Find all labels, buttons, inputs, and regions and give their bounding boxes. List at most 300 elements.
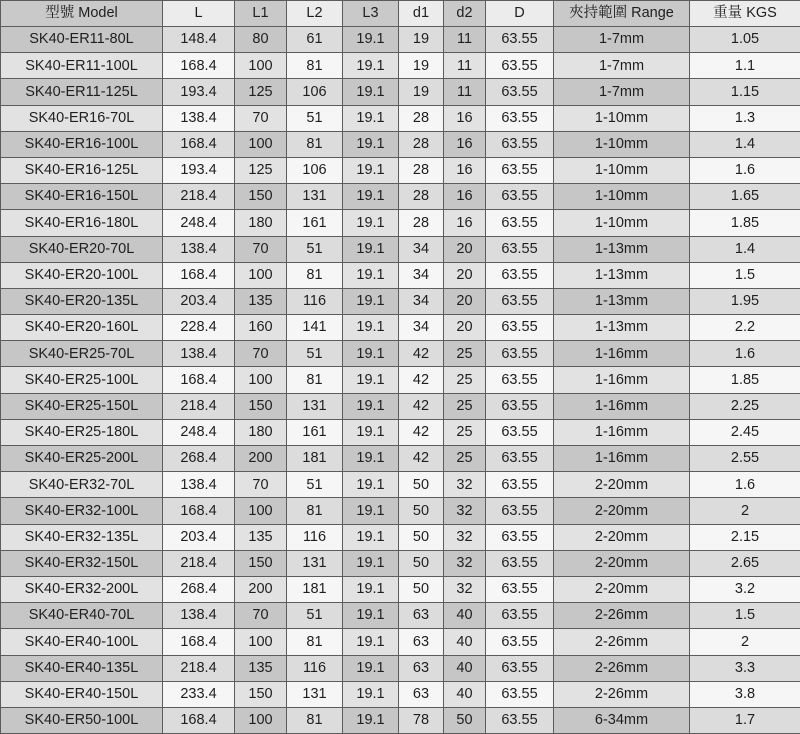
cell-l1: 70 [235, 236, 287, 262]
cell-d2: 25 [444, 341, 486, 367]
cell-l1: 80 [235, 27, 287, 53]
cell-big-d: 63.55 [486, 236, 554, 262]
table-row [1, 315, 800, 341]
cell-range: 1-13mm [554, 288, 690, 314]
cell-range: 1-16mm [554, 341, 690, 367]
table-row [1, 524, 800, 550]
cell-l3: 19.1 [343, 524, 399, 550]
cell-d2: 32 [444, 472, 486, 498]
cell-big-d: 63.55 [486, 419, 554, 445]
cell-weight: 1.5 [690, 262, 800, 288]
cell-model: SK40-ER40-150L [1, 681, 163, 707]
cell-d1: 28 [399, 184, 444, 210]
cell-d1: 50 [399, 498, 444, 524]
cell-big-d: 63.55 [486, 393, 554, 419]
cell-l: 203.4 [163, 524, 235, 550]
header-cell-l3: L3 [343, 1, 399, 27]
table-header [1, 1, 800, 27]
cell-range: 1-7mm [554, 27, 690, 53]
cell-l: 168.4 [163, 367, 235, 393]
table-row [1, 341, 800, 367]
cell-l: 248.4 [163, 419, 235, 445]
cell-l2: 161 [287, 210, 343, 236]
cell-big-d: 63.55 [486, 629, 554, 655]
cell-l3: 19.1 [343, 315, 399, 341]
cell-d1: 28 [399, 105, 444, 131]
cell-big-d: 63.55 [486, 576, 554, 602]
cell-l: 168.4 [163, 53, 235, 79]
cell-big-d: 63.55 [486, 262, 554, 288]
table-row [1, 53, 800, 79]
cell-l3: 19.1 [343, 157, 399, 183]
cell-l3: 19.1 [343, 576, 399, 602]
header-cell-model: 型號 Model [1, 1, 163, 27]
cell-l: 168.4 [163, 707, 235, 733]
cell-range: 1-13mm [554, 315, 690, 341]
cell-range: 1-16mm [554, 393, 690, 419]
cell-d2: 20 [444, 262, 486, 288]
table-row [1, 393, 800, 419]
table-row [1, 472, 800, 498]
cell-l3: 19.1 [343, 53, 399, 79]
cell-l2: 131 [287, 184, 343, 210]
cell-range: 2-20mm [554, 498, 690, 524]
cell-model: SK40-ER40-135L [1, 655, 163, 681]
cell-range: 2-26mm [554, 655, 690, 681]
cell-l1: 70 [235, 603, 287, 629]
table-row [1, 79, 800, 105]
cell-l2: 141 [287, 315, 343, 341]
cell-l: 168.4 [163, 629, 235, 655]
cell-l2: 81 [287, 629, 343, 655]
cell-l3: 19.1 [343, 27, 399, 53]
cell-l3: 19.1 [343, 288, 399, 314]
cell-weight: 2.55 [690, 446, 800, 472]
cell-l: 193.4 [163, 157, 235, 183]
header-cell-l: L [163, 1, 235, 27]
cell-l3: 19.1 [343, 184, 399, 210]
cell-range: 1-10mm [554, 157, 690, 183]
cell-d2: 25 [444, 367, 486, 393]
cell-l2: 51 [287, 105, 343, 131]
cell-l1: 180 [235, 419, 287, 445]
cell-range: 1-16mm [554, 367, 690, 393]
cell-model: SK40-ER25-200L [1, 446, 163, 472]
cell-model: SK40-ER20-100L [1, 262, 163, 288]
cell-l1: 135 [235, 655, 287, 681]
cell-l2: 116 [287, 655, 343, 681]
cell-range: 1-10mm [554, 105, 690, 131]
cell-d2: 25 [444, 419, 486, 445]
cell-d1: 78 [399, 707, 444, 733]
cell-weight: 1.95 [690, 288, 800, 314]
cell-d2: 11 [444, 27, 486, 53]
table-row [1, 655, 800, 681]
cell-l1: 135 [235, 524, 287, 550]
cell-l1: 100 [235, 131, 287, 157]
cell-d2: 20 [444, 236, 486, 262]
cell-l: 138.4 [163, 341, 235, 367]
cell-weight: 1.65 [690, 184, 800, 210]
cell-l3: 19.1 [343, 367, 399, 393]
cell-l3: 19.1 [343, 550, 399, 576]
cell-d1: 28 [399, 157, 444, 183]
cell-weight: 1.4 [690, 131, 800, 157]
cell-l: 218.4 [163, 184, 235, 210]
table-row [1, 550, 800, 576]
cell-l: 268.4 [163, 576, 235, 602]
cell-weight: 1.85 [690, 367, 800, 393]
cell-big-d: 63.55 [486, 288, 554, 314]
cell-big-d: 63.55 [486, 446, 554, 472]
cell-l3: 19.1 [343, 341, 399, 367]
cell-d1: 63 [399, 603, 444, 629]
cell-d1: 63 [399, 629, 444, 655]
table-row [1, 629, 800, 655]
cell-model: SK40-ER11-125L [1, 79, 163, 105]
cell-d2: 11 [444, 53, 486, 79]
cell-l3: 19.1 [343, 131, 399, 157]
cell-big-d: 63.55 [486, 315, 554, 341]
cell-l2: 116 [287, 524, 343, 550]
table-row [1, 131, 800, 157]
cell-d2: 32 [444, 550, 486, 576]
table-row [1, 236, 800, 262]
cell-l2: 161 [287, 419, 343, 445]
cell-l1: 150 [235, 184, 287, 210]
table-row [1, 576, 800, 602]
cell-model: SK40-ER16-70L [1, 105, 163, 131]
cell-l2: 106 [287, 157, 343, 183]
cell-model: SK40-ER50-100L [1, 707, 163, 733]
cell-model: SK40-ER25-180L [1, 419, 163, 445]
cell-range: 1-10mm [554, 131, 690, 157]
cell-model: SK40-ER40-70L [1, 603, 163, 629]
cell-l: 218.4 [163, 393, 235, 419]
cell-model: SK40-ER20-160L [1, 315, 163, 341]
cell-l3: 19.1 [343, 236, 399, 262]
cell-weight: 1.05 [690, 27, 800, 53]
cell-d1: 50 [399, 550, 444, 576]
cell-l2: 81 [287, 53, 343, 79]
cell-d1: 34 [399, 288, 444, 314]
cell-l2: 51 [287, 603, 343, 629]
cell-l1: 70 [235, 341, 287, 367]
cell-d2: 16 [444, 184, 486, 210]
table-row [1, 210, 800, 236]
cell-range: 1-13mm [554, 236, 690, 262]
cell-big-d: 63.55 [486, 184, 554, 210]
cell-l1: 125 [235, 157, 287, 183]
cell-l3: 19.1 [343, 655, 399, 681]
cell-l2: 51 [287, 236, 343, 262]
cell-d1: 28 [399, 210, 444, 236]
cell-d1: 42 [399, 393, 444, 419]
cell-big-d: 63.55 [486, 655, 554, 681]
cell-d1: 28 [399, 131, 444, 157]
cell-big-d: 63.55 [486, 79, 554, 105]
cell-l1: 100 [235, 498, 287, 524]
cell-d2: 16 [444, 131, 486, 157]
table-body [1, 27, 800, 734]
cell-weight: 1.7 [690, 707, 800, 733]
cell-l1: 160 [235, 315, 287, 341]
cell-model: SK40-ER40-100L [1, 629, 163, 655]
cell-l2: 131 [287, 550, 343, 576]
cell-d1: 34 [399, 262, 444, 288]
cell-l2: 181 [287, 446, 343, 472]
cell-l3: 19.1 [343, 707, 399, 733]
cell-d1: 50 [399, 472, 444, 498]
table-row [1, 681, 800, 707]
cell-big-d: 63.55 [486, 53, 554, 79]
header-cell-d2: d2 [444, 1, 486, 27]
cell-l: 193.4 [163, 79, 235, 105]
cell-big-d: 63.55 [486, 341, 554, 367]
cell-l: 168.4 [163, 498, 235, 524]
cell-model: SK40-ER25-100L [1, 367, 163, 393]
cell-l1: 70 [235, 105, 287, 131]
cell-l3: 19.1 [343, 419, 399, 445]
cell-l1: 100 [235, 367, 287, 393]
cell-big-d: 63.55 [486, 131, 554, 157]
table-row [1, 27, 800, 53]
cell-weight: 1.6 [690, 157, 800, 183]
cell-big-d: 63.55 [486, 367, 554, 393]
cell-d1: 50 [399, 576, 444, 602]
table-row [1, 184, 800, 210]
cell-range: 2-20mm [554, 472, 690, 498]
cell-d1: 42 [399, 419, 444, 445]
cell-l: 138.4 [163, 105, 235, 131]
table-row [1, 446, 800, 472]
cell-l3: 19.1 [343, 262, 399, 288]
cell-range: 2-26mm [554, 603, 690, 629]
cell-model: SK40-ER32-100L [1, 498, 163, 524]
cell-d2: 40 [444, 603, 486, 629]
table-row [1, 367, 800, 393]
table-row [1, 157, 800, 183]
cell-l3: 19.1 [343, 472, 399, 498]
header-cell-range: 夾持範圍 Range [554, 1, 690, 27]
cell-range: 2-26mm [554, 681, 690, 707]
cell-range: 2-20mm [554, 550, 690, 576]
cell-big-d: 63.55 [486, 27, 554, 53]
cell-model: SK40-ER16-125L [1, 157, 163, 183]
table-row [1, 498, 800, 524]
cell-d2: 25 [444, 393, 486, 419]
cell-l1: 200 [235, 446, 287, 472]
cell-l2: 81 [287, 262, 343, 288]
cell-model: SK40-ER16-180L [1, 210, 163, 236]
cell-l: 228.4 [163, 315, 235, 341]
cell-l: 168.4 [163, 262, 235, 288]
cell-weight: 3.3 [690, 655, 800, 681]
cell-weight: 1.3 [690, 105, 800, 131]
cell-l3: 19.1 [343, 629, 399, 655]
cell-model: SK40-ER20-135L [1, 288, 163, 314]
cell-l1: 180 [235, 210, 287, 236]
cell-range: 2-26mm [554, 629, 690, 655]
cell-d2: 20 [444, 315, 486, 341]
cell-d1: 63 [399, 655, 444, 681]
cell-l2: 106 [287, 79, 343, 105]
table-row [1, 603, 800, 629]
cell-model: SK40-ER25-150L [1, 393, 163, 419]
cell-l2: 131 [287, 681, 343, 707]
cell-big-d: 63.55 [486, 472, 554, 498]
cell-d2: 25 [444, 446, 486, 472]
cell-d2: 16 [444, 157, 486, 183]
cell-d1: 50 [399, 524, 444, 550]
table-row [1, 707, 800, 733]
cell-l: 148.4 [163, 27, 235, 53]
cell-model: SK40-ER32-150L [1, 550, 163, 576]
cell-weight: 2.2 [690, 315, 800, 341]
cell-model: SK40-ER20-70L [1, 236, 163, 262]
cell-l1: 70 [235, 472, 287, 498]
cell-l3: 19.1 [343, 498, 399, 524]
cell-l1: 125 [235, 79, 287, 105]
cell-l2: 51 [287, 341, 343, 367]
cell-l3: 19.1 [343, 393, 399, 419]
cell-d2: 32 [444, 576, 486, 602]
cell-d1: 42 [399, 341, 444, 367]
cell-l: 138.4 [163, 472, 235, 498]
cell-weight: 2.65 [690, 550, 800, 576]
cell-l3: 19.1 [343, 210, 399, 236]
cell-model: SK40-ER11-80L [1, 27, 163, 53]
cell-range: 1-7mm [554, 53, 690, 79]
cell-d1: 34 [399, 315, 444, 341]
cell-d1: 34 [399, 236, 444, 262]
cell-model: SK40-ER32-70L [1, 472, 163, 498]
cell-weight: 2 [690, 629, 800, 655]
cell-d2: 40 [444, 629, 486, 655]
cell-l1: 100 [235, 629, 287, 655]
table-row [1, 262, 800, 288]
cell-l2: 181 [287, 576, 343, 602]
cell-l2: 61 [287, 27, 343, 53]
cell-l3: 19.1 [343, 446, 399, 472]
cell-model: SK40-ER25-70L [1, 341, 163, 367]
cell-d2: 11 [444, 79, 486, 105]
cell-l2: 131 [287, 393, 343, 419]
cell-l1: 150 [235, 681, 287, 707]
header-cell-weight: 重量 KGS [690, 1, 800, 27]
cell-l: 248.4 [163, 210, 235, 236]
cell-l: 268.4 [163, 446, 235, 472]
cell-weight: 1.4 [690, 236, 800, 262]
table-row [1, 105, 800, 131]
cell-l1: 135 [235, 288, 287, 314]
cell-big-d: 63.55 [486, 603, 554, 629]
cell-l1: 150 [235, 393, 287, 419]
cell-l: 203.4 [163, 288, 235, 314]
cell-weight: 3.8 [690, 681, 800, 707]
table-row [1, 419, 800, 445]
cell-l1: 100 [235, 707, 287, 733]
cell-d2: 40 [444, 655, 486, 681]
cell-range: 1-16mm [554, 446, 690, 472]
cell-weight: 1.15 [690, 79, 800, 105]
cell-l2: 51 [287, 472, 343, 498]
cell-big-d: 63.55 [486, 105, 554, 131]
cell-range: 2-20mm [554, 524, 690, 550]
cell-range: 1-16mm [554, 419, 690, 445]
cell-l2: 81 [287, 131, 343, 157]
cell-weight: 1.6 [690, 341, 800, 367]
header-cell-l2: L2 [287, 1, 343, 27]
cell-model: SK40-ER16-100L [1, 131, 163, 157]
cell-l1: 150 [235, 550, 287, 576]
cell-l2: 81 [287, 498, 343, 524]
cell-d2: 16 [444, 210, 486, 236]
cell-d1: 19 [399, 27, 444, 53]
cell-range: 1-7mm [554, 79, 690, 105]
cell-big-d: 63.55 [486, 707, 554, 733]
cell-range: 1-10mm [554, 210, 690, 236]
cell-l: 168.4 [163, 131, 235, 157]
cell-weight: 3.2 [690, 576, 800, 602]
cell-l3: 19.1 [343, 79, 399, 105]
cell-weight: 1.5 [690, 603, 800, 629]
cell-weight: 1.85 [690, 210, 800, 236]
cell-big-d: 63.55 [486, 524, 554, 550]
cell-range: 2-20mm [554, 576, 690, 602]
cell-model: SK40-ER32-135L [1, 524, 163, 550]
cell-d1: 42 [399, 367, 444, 393]
cell-weight: 2.15 [690, 524, 800, 550]
cell-d2: 40 [444, 681, 486, 707]
cell-range: 1-13mm [554, 262, 690, 288]
cell-d1: 19 [399, 53, 444, 79]
cell-l3: 19.1 [343, 681, 399, 707]
cell-d2: 16 [444, 105, 486, 131]
cell-l: 138.4 [163, 603, 235, 629]
cell-big-d: 63.55 [486, 498, 554, 524]
cell-l2: 116 [287, 288, 343, 314]
cell-model: SK40-ER32-200L [1, 576, 163, 602]
cell-l1: 100 [235, 262, 287, 288]
cell-big-d: 63.55 [486, 550, 554, 576]
cell-l1: 200 [235, 576, 287, 602]
cell-weight: 2 [690, 498, 800, 524]
cell-big-d: 63.55 [486, 681, 554, 707]
cell-weight: 1.1 [690, 53, 800, 79]
cell-d2: 50 [444, 707, 486, 733]
cell-l: 233.4 [163, 681, 235, 707]
cell-big-d: 63.55 [486, 210, 554, 236]
cell-l: 138.4 [163, 236, 235, 262]
header-row [1, 1, 800, 27]
cell-l2: 81 [287, 707, 343, 733]
cell-weight: 1.6 [690, 472, 800, 498]
cell-weight: 2.45 [690, 419, 800, 445]
header-cell-big-d: D [486, 1, 554, 27]
cell-l: 218.4 [163, 655, 235, 681]
cell-d2: 32 [444, 524, 486, 550]
cell-l1: 100 [235, 53, 287, 79]
cell-l2: 81 [287, 367, 343, 393]
header-cell-d1: d1 [399, 1, 444, 27]
cell-d2: 32 [444, 498, 486, 524]
header-cell-l1: L1 [235, 1, 287, 27]
cell-range: 1-10mm [554, 184, 690, 210]
cell-model: SK40-ER11-100L [1, 53, 163, 79]
cell-d1: 42 [399, 446, 444, 472]
cell-l3: 19.1 [343, 603, 399, 629]
